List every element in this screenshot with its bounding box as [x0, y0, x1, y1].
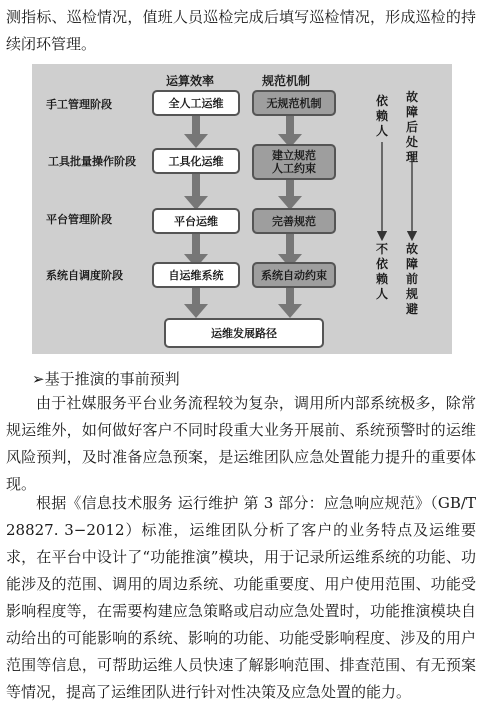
stage-label: 工具批量操作阶段 [48, 155, 136, 168]
fault-top-label: 故障后处理 [405, 90, 418, 164]
left-box: 平台运维 [152, 208, 240, 234]
section-heading: ➢基于推演的事前预判 [32, 370, 180, 388]
paragraph-1: 由于社媒服务平台业务流程较为复杂，调用所内部系统极多，除常规运维外，如何做好客户不同时段重大业务开展前、系统预警时的运维风险预判，及时准备应急预案，是运维团队应急处置能力提升的重要体现。 [6, 394, 476, 493]
column-header-mechanism: 规范机制 [262, 74, 311, 88]
column-header-efficiency: 运算效率 [166, 74, 215, 88]
dependency-top-label: 依赖人 [375, 94, 388, 138]
ops-evolution-diagram [32, 64, 452, 354]
dependency-bottom-label: 不依赖人 [375, 242, 388, 301]
stage-label: 系统自调度阶段 [46, 269, 123, 282]
left-box: 全人工运维 [152, 90, 240, 116]
right-box: 无规范机制 [252, 90, 336, 116]
fault-bottom-label: 故障前规避 [405, 242, 418, 316]
bottom-box: 运维发展路径 [164, 318, 324, 348]
right-box: 完善规范 [252, 208, 336, 234]
paragraph-2: 根据《信息技术服务 运行维护 第 3 部分：应急响应规范》（GB/T 28827. 3−2012）标准，运维团队分析了客户的业务特点及运维要求，在平台中设计了“功能推演”模块，用于记录所运维系统的功能、功能涉及的范围、调用的周边系统、功能重要度、用户使用范围、功能受影响程度等，在需要构建应急策略或启动应急处置时，功能推演模块自动给出的可能影响的系统、影响的功能、功能受影响程度、涉及的用户范围等信息，可帮助运维人员快速了解影响范围、排查范围、有无预案等情况，提高了运维团队进行针对性决策及应急处置的能力。 [6, 494, 476, 701]
right-box: 建立规范 人工约束 [252, 144, 336, 180]
left-box: 自运维系统 [152, 262, 240, 288]
stage-label: 平台管理阶段 [46, 213, 112, 226]
intro-text: 测指标、巡检情况，值班人员巡检完成后填写巡检情况，形成巡检的持续闭环管理。 [6, 8, 476, 53]
right-box: 系统自动约束 [252, 262, 336, 288]
left-box: 工具化运维 [152, 148, 240, 174]
stage-label: 手工管理阶段 [46, 98, 112, 111]
